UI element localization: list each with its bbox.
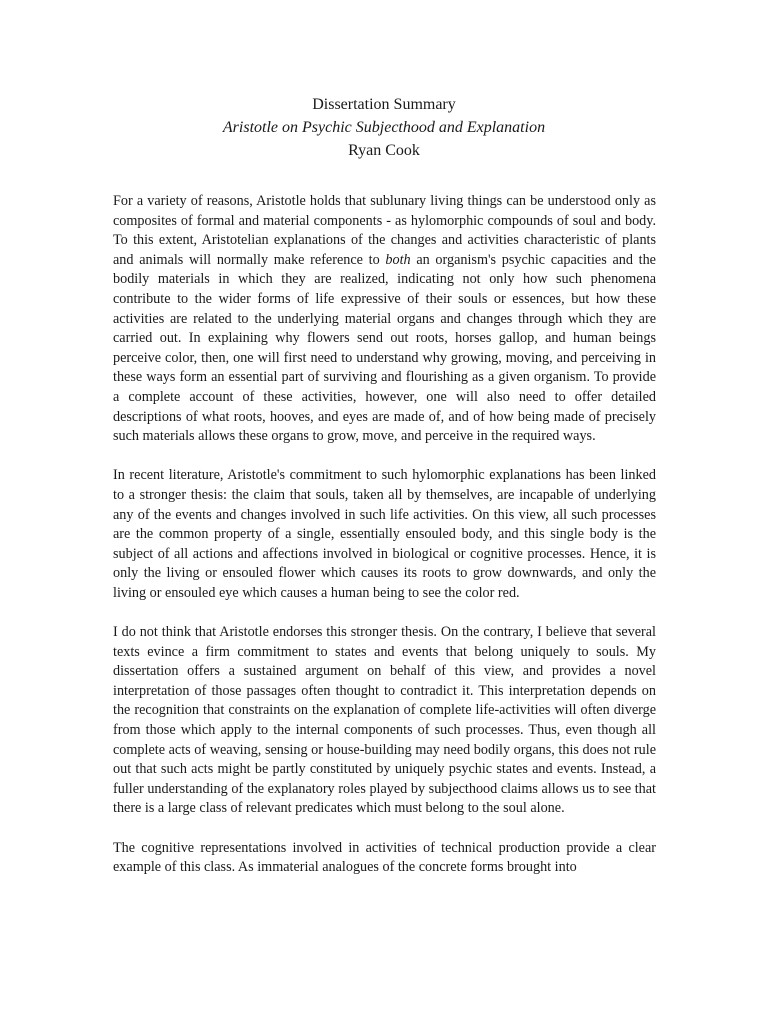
document-subtitle: Aristotle on Psychic Subjecthood and Explanation — [222, 119, 546, 136]
document-header — [0, 93, 768, 162]
paragraph-1-text-after: an organism's psychic capacities and the bodily materials in which they are realized, indicating not only how such phenomena contribute to the wider forms of life expressive of their souls or essences, but how these activities are related to the underlying material organs and changes through which they are carried out. In explaining why flowers send out roots, horses gallop, and human beings perceive color, then, one will first need to understand why growing, moving, and perceiving in these ways form an essential part of surviving and flourishing as a given organism. To provide a complete account of these activities, however, one will also need to offer detailed descriptions of what roots, hooves, and eyes are made of, and of how being made of precisely such materials allows these organs to grow, move, and perceive in the required ways. — [113, 251, 656, 445]
document-author: Ryan Cook — [348, 142, 420, 159]
document-title: Dissertation Summary — [312, 96, 456, 113]
paragraph-4: The cognitive representations involved in activities of technical production provide a clear example of this class. As immaterial analogues of the concrete forms brought into — [113, 839, 656, 876]
document-body — [113, 192, 656, 897]
paragraph-1 — [113, 192, 656, 447]
paragraph-1-text-before: For a variety of reasons, Aristotle holds that sublunary living things can be understood only as composites of formal and material components - as hylomorphic compounds of soul and body. To this extent, Aristotelian explanations of the changes and activities characteristic of plants and animals will normally make reference to — [113, 193, 656, 268]
paragraph-2: In recent literature, Aristotle's commitment to such hylomorphic explanations has been linked to a stronger thesis: the claim that souls, taken all by themselves, are incapable of underlying any of the events and changes involved in such life activities. On this view, all such processes are the common property of a single, essentially ensouled body, and this single body is the subject of all actions and affections involved in biological or cognitive processes. Hence, it is only the living or ensouled flower which causes its roots to grow downwards, and only the living or ensouled eye which causes a human being to see the color red. — [113, 467, 656, 601]
paragraph-3: I do not think that Aristotle endorses this stronger thesis. On the contrary, I believe that several texts evince a firm commitment to states and events that belong uniquely to souls. My dissertation offers a sustained argument on behalf of this view, and provides a novel interpretation of those passages often thought to contradict it. This interpretation depends on the recognition that constraints on the explanation of complete life-activities will often diverge from those which apply to the internal components of such processes. Thus, even though all complete acts of weaving, sensing or house-building may need bodily organs, this does not rule out that such acts might be partly constituted by uniquely psychic states and events. Instead, a fuller understanding of the explanatory roles played by subjecthood claims allows us to see that there is a large class of relevant predicates which must belong to the soul alone. — [113, 624, 656, 817]
paragraph-1-emphasis: both — [385, 251, 411, 268]
